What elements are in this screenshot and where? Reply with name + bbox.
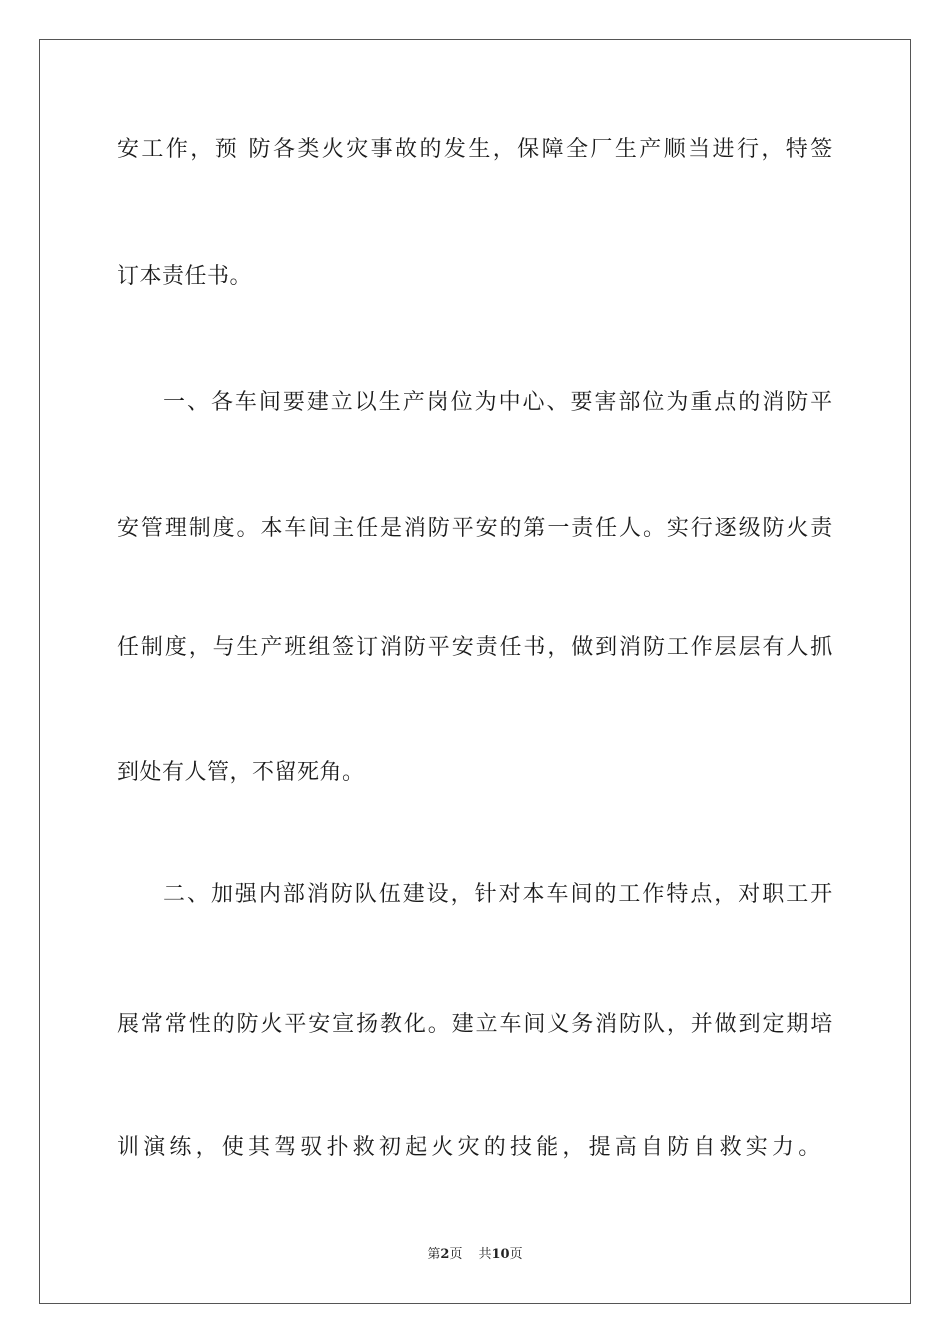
page-prefix: 第 <box>427 1247 441 1262</box>
total-prefix: 共 <box>478 1247 492 1262</box>
paragraph-line: 展 常 常 性 的 防 火 平 安 宣 扬 教 化 。 建 立 车 间 义 务 消 防 队 ， 并 做 到 定 期 培 <box>117 1012 833 1037</box>
total-pages: 10 <box>491 1247 510 1262</box>
paragraph-line: 到处有人管，不留死角。 <box>117 760 365 785</box>
paragraph-line: 任 制 度 ， 与 生 产 班 组 签 订 消 防 平 安 责 任 书 ， 做 到 消 防 工 作 层 层 有 人 抓 <box>117 635 833 660</box>
paragraph-line: 订本责任书。 <box>117 264 253 289</box>
page-border <box>39 39 911 1304</box>
page-number: 2 <box>440 1247 450 1262</box>
paragraph-line: 一 、 各 车 间 要 建 立 以 生 产 岗 位 为 中 心 、 要 害 部 位 为 重 点 的 消 防 平 <box>163 390 833 415</box>
page-footer <box>0 1246 950 1264</box>
paragraph-line: 安 管 理 制 度 。 本 车 间 主 任 是 消 防 平 安 的 第 一 责 任 人 。 实 行 逐 级 防 火 责 <box>117 516 833 541</box>
paragraph-line: 训演练，使其驾驭扑救初起火灾的技能，提高自防自救实力。 <box>117 1135 825 1160</box>
paragraph-line: 安 工 作 ， 预 防 各 类 火 灾 事 故 的 发 生 ， 保 障 全 厂 生 产 顺 当 进 行 ， 特 签 <box>117 137 833 162</box>
page-suffix: 页 <box>449 1247 463 1262</box>
total-suffix: 页 <box>509 1247 523 1262</box>
paragraph-line: 二 、 加 强 内 部 消 防 队 伍 建 设 ， 针 对 本 车 间 的 工 作 特 点 ， 对 职 工 开 <box>163 882 833 907</box>
